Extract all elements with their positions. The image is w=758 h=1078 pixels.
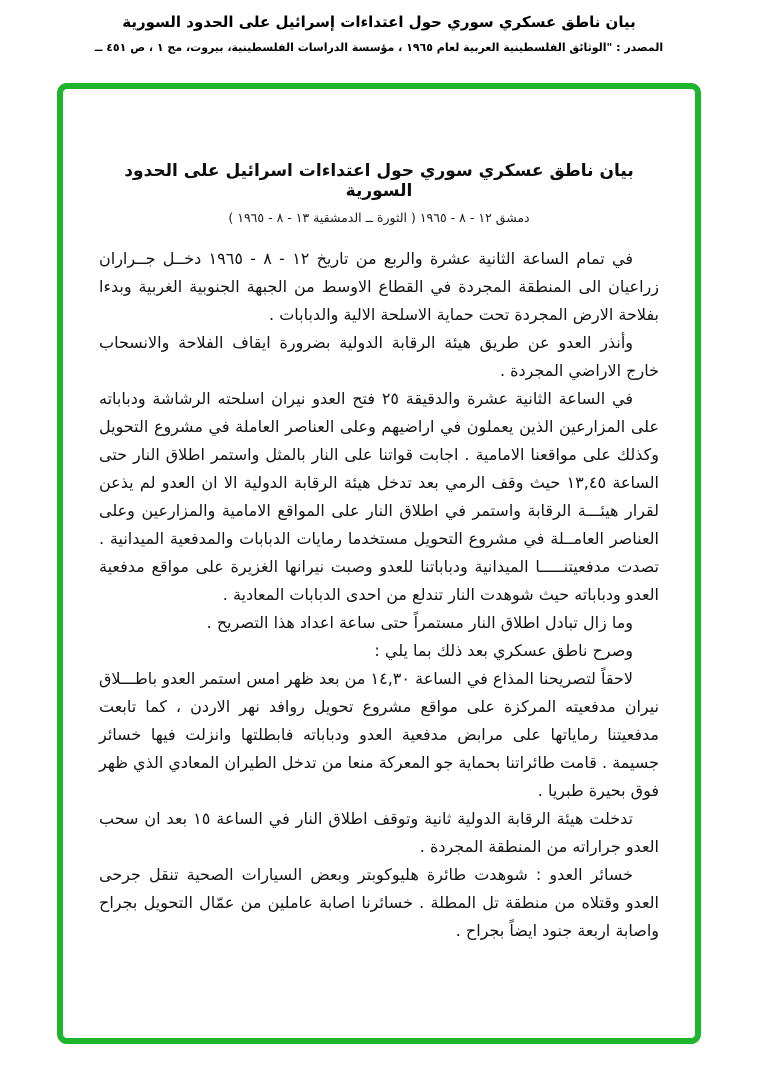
- paragraph: وصرح ناطق عسكري بعد ذلك بما يلي :: [374, 641, 633, 660]
- paragraph: في تمام الساعة الثانية عشرة والربع من تاريخ ١٢ - ٨ - ١٩٦٥ دخــل جــراران زراعيان الى المنطقة المجردة في القطاع الاوسط من الجبهة الجنوبية الغربية وبدءا بفلاحة الارض المجردة تحت حماية الاسلحة الالية والدبابات .: [99, 249, 659, 324]
- header-title: بيان ناطق عسكري سوري حول اعتداءات إسرائيل على الحدود السورية: [122, 13, 636, 31]
- page-header: [0, 13, 758, 54]
- document-subtitle: دمشق ١٢ - ٨ - ١٩٦٥ ( الثورة ــ الدمشقية ١٣ - ٨ - ١٩٦٥ ): [228, 210, 530, 225]
- document-title: بيان ناطق عسكري سوري حول اعتداءات اسرائيل على الحدود السورية: [124, 161, 634, 201]
- paragraph: خسائر العدو : شوهدت طائرة هليوكوبتر وبعض السيارات الصحية تنقل جرحى العدو وقتلاه من منطقة تل المطلة . خسائرنا اصابة عاملين من عمّال التحويل بجراح واصابة اربعة جنود ايضاً بجراح .: [99, 865, 659, 940]
- paragraph: وأنذر العدو عن طريق هيئة الرقابة الدولية بضرورة ايقاف الفلاحة والانسحاب خارج الاراضي المجردة .: [99, 333, 659, 380]
- paragraph: لاحقاً لتصريحنا المذاع في الساعة ١٤,٣٠ من بعد ظهر امس استمر العدو باطـــلاق نيران مدفعيته المركزة على مواقع مشروع تحويل روافد نهر الاردن ، كما تابعت مدفعيتنا رماياتها على مرابض مدفعية العدو ودباباته فابطلتها وانزلت فيها خسائر جسيمة . قامت طائراتنا بحماية جو المعركة منعا من تدخل الطيران المعادي الذي ظهر فوق بحيرة طبريا .: [99, 669, 659, 800]
- paragraph: في الساعة الثانية عشرة والدقيقة ٢٥ فتح العدو نيران اسلحته الرشاشة ودباباته على المزارعين الذين يعملون في اراضيهم وعلى العناصر العاملة في مشروع التحويل وكذلك على مواقعنا الامامية . اجابت قواتنا على النار بالمثل واستمر اطلاق النار حتى الساعة ١٣,٤٥ حيث وقف الرمي بعد تدخل هيئة الرقابة الدولية الا ان العدو لم يذعن لقرار هيئـــة الرقابة واستمر في اطلاق النار على المواقع الامامية والمزارعين وعلى العناصر العامــلة في مشروع التحويل مستخدما رمايات الدبابات والمدفعية الميدانية . تصدت مدفعيتنـــــا الميدانية ودباباتنا للعدو وصبت نيرانها الغزيرة على مواقع مدفعية العدو ودباباته حيث شوهدت النار تندلع من احدى الدبابات المعادية .: [99, 389, 659, 604]
- paragraph: تدخلت هيئة الرقابة الدولية ثانية وتوقف اطلاق النار في الساعة ١٥ بعد ان سحب العدو جراراته من المنطقة المجردة .: [99, 809, 659, 856]
- document-body: [99, 245, 659, 945]
- header-source-citation: المصدر : "الوثائق الفلسطينية العربية لعام ١٩٦٥ ، مؤسسة الدراسات الفلسطينية، بيروت، مج ١ ، ص ٤٥١ ــ: [94, 41, 664, 54]
- paragraph: وما زال تبادل اطلاق النار مستمراً حتى ساعة اعداد هذا التصريح .: [206, 613, 633, 632]
- document-frame: [57, 83, 701, 1044]
